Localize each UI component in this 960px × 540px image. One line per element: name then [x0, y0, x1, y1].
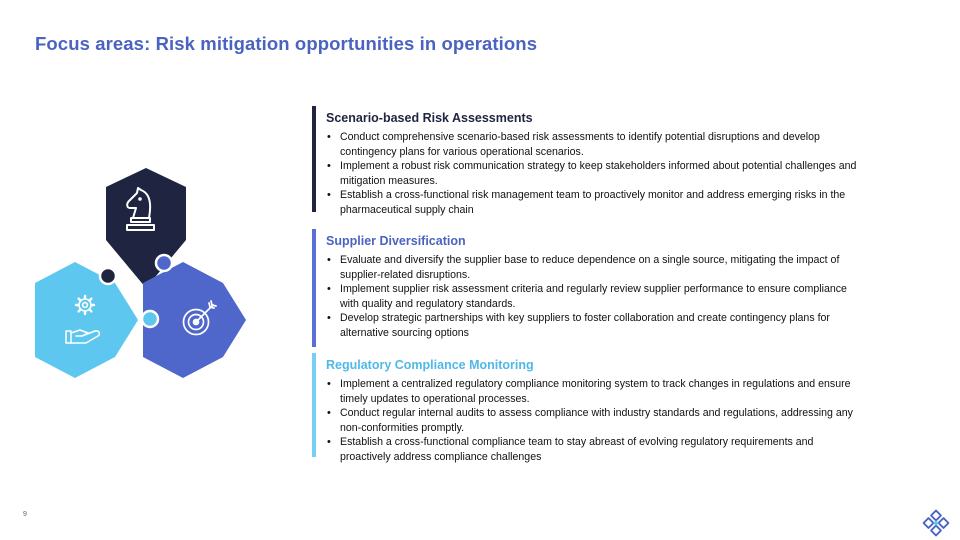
connector-dot-blue — [156, 255, 172, 271]
hexagon-graphic — [0, 0, 300, 540]
section-heading: Regulatory Compliance Monitoring — [326, 358, 534, 372]
section-heading: Scenario-based Risk Assessments — [326, 111, 533, 125]
connector-dot-light — [142, 311, 158, 327]
bullet-list — [326, 130, 866, 217]
bullet-item: • Evaluate and diversify the supplier base to reduce dependence on a single source, mitigating the impact of supplier-related disruptions. — [326, 253, 866, 282]
bullet-item: • Implement a centralized regulatory compliance monitoring system to track changes in regulations and ensure timely updates to operational processes. — [326, 377, 866, 406]
connector-dot-dark — [100, 268, 116, 284]
bullet-list — [326, 377, 866, 464]
page-title: Focus areas: Risk mitigation opportunities in operations — [35, 33, 538, 54]
bullet-item: • Implement supplier risk assessment criteria and regularly review supplier performance to ensure compliance with quality and regulatory standards. — [326, 282, 866, 311]
bullet-item: • Conduct regular internal audits to assess compliance with industry standards and regulations, addressing any non-conformities promptly. — [326, 406, 866, 435]
bullet-item: • Implement a robust risk communication strategy to keep stakeholders informed about potential challenges and mitigation measures. — [326, 159, 866, 188]
page-number: 9 — [23, 511, 27, 518]
company-logo-icon — [922, 509, 950, 537]
section-heading: Supplier Diversification — [326, 234, 466, 248]
section-supplier-diversification — [312, 229, 866, 347]
hexagon-light-blue — [35, 262, 138, 378]
bullet-list — [326, 253, 866, 340]
bullet-item: • Establish a cross-functional compliance team to stay abreast of evolving regulatory requirements and proactively address compliance challenges — [326, 435, 866, 464]
bullet-item: • Establish a cross-functional risk management team to proactively monitor and address emerging risks in the pharmaceutical supply chain — [326, 188, 866, 217]
bullet-item: • Develop strategic partnerships with key suppliers to foster collaboration and create contingency plans for alternative sourcing options — [326, 311, 866, 340]
section-scenario-risk — [312, 106, 866, 216]
bullet-item: • Conduct comprehensive scenario-based risk assessments to identify potential disruptions and develop contingency plans for various operational scenarios. — [326, 130, 866, 159]
section-regulatory-compliance — [312, 353, 866, 463]
